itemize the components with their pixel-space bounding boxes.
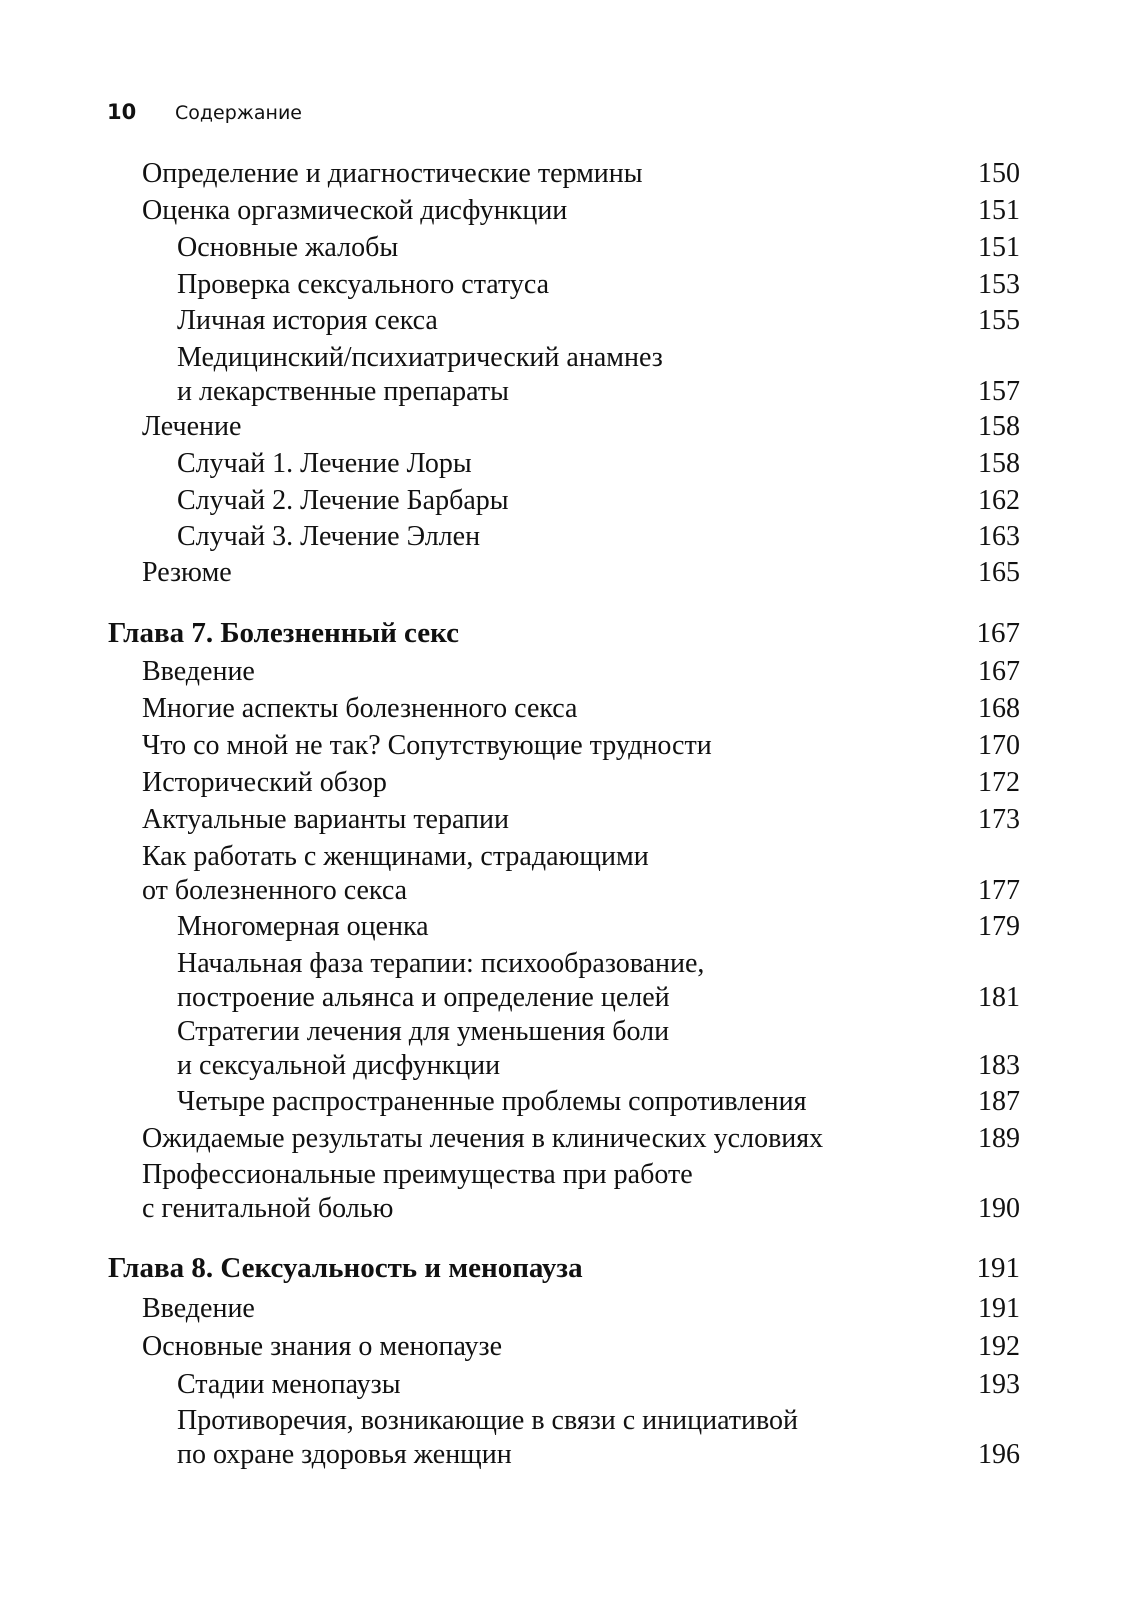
toc-entry-title: Ожидаемые результаты лечения в клинических условиях	[142, 1123, 824, 1154]
toc-entry-title: Личная история секса	[177, 305, 438, 336]
toc-entry-page: 163	[978, 521, 1020, 552]
toc-entry-title: Основные жалобы	[177, 232, 399, 263]
toc-entry-title: Случай 3. Лечение Эллен	[177, 521, 481, 552]
toc-entry-page: 170	[978, 730, 1020, 761]
toc-entry-title: Стадии менопаузы	[177, 1369, 401, 1400]
toc-entry-title: Проверка сексуального статуса	[177, 269, 550, 300]
toc-entry-page: 157	[978, 376, 1020, 407]
toc-entry-title: Многие аспекты болезненного секса	[142, 693, 578, 724]
toc-entry-page: 192	[978, 1331, 1020, 1362]
running-title: Содержание	[175, 102, 302, 124]
toc-entry-title: Резюме	[142, 557, 232, 588]
toc-entry-title: Многомерная оценка	[177, 911, 429, 942]
toc-entry-page: 162	[978, 485, 1020, 516]
toc-entry-page: 183	[978, 1050, 1020, 1081]
toc-entry-page: 187	[978, 1086, 1020, 1117]
toc-entry-title: Что со мной не так? Сопутствующие трудности	[142, 730, 712, 761]
toc-entry-page: 179	[978, 911, 1020, 942]
toc-entry-page: 196	[978, 1439, 1020, 1470]
toc-entry-page: 173	[978, 804, 1020, 835]
toc-entry-title: Основные знания о менопаузе	[142, 1331, 503, 1362]
toc-entry-title: Введение	[142, 656, 255, 687]
toc-entry-title: Определение и диагностические термины	[142, 158, 643, 189]
toc-entry-title: Профессиональные преимущества при работе с генитальной болью	[142, 1159, 693, 1224]
toc-entry-page: 150	[978, 158, 1020, 189]
toc-entry-page: 155	[978, 305, 1020, 336]
toc-entry-title: Случай 2. Лечение Барбары	[177, 485, 509, 516]
toc-entry-title: Стратегии лечения для уменьшения боли и сексуальной дисфункции	[177, 1016, 670, 1081]
toc-entry-page: 189	[978, 1123, 1020, 1154]
toc-entry-title: Четыре распространенные проблемы сопротивления	[177, 1086, 807, 1117]
toc-entry-page: 158	[978, 448, 1020, 479]
toc-entry-page: 167	[978, 656, 1020, 687]
toc-entry-page: 177	[978, 875, 1020, 906]
toc-entry-page: 172	[978, 767, 1020, 798]
toc-entry-title: Противоречия, возникающие в связи с инициативой по охране здоровья женщин	[177, 1405, 799, 1470]
toc-chapter-page: 167	[976, 617, 1020, 649]
toc-entry-title: Введение	[142, 1293, 255, 1324]
toc-entry-page: 190	[978, 1193, 1020, 1224]
toc-chapter-title: Глава 8. Сексуальность и менопауза	[108, 1252, 583, 1284]
toc-chapter-title: Глава 7. Болезненный секс	[108, 617, 460, 649]
toc-entry-title: Случай 1. Лечение Лоры	[177, 448, 472, 479]
toc-chapter-page: 191	[976, 1252, 1020, 1284]
toc-entry-title: Актуальные варианты терапии	[142, 804, 509, 835]
toc-entry-page: 168	[978, 693, 1020, 724]
toc-entry-page: 165	[978, 557, 1020, 588]
toc-entry-page: 153	[978, 269, 1020, 300]
page-number: 10	[107, 100, 137, 124]
toc-entry-title: Как работать с женщинами, страдающими от болезненного секса	[142, 841, 649, 906]
toc-entry-page: 151	[978, 232, 1020, 263]
toc-entry-page: 151	[978, 195, 1020, 226]
toc-entry-title: Оценка оргазмической дисфункции	[142, 195, 568, 226]
toc-entry-page: 158	[978, 411, 1020, 442]
toc-entry-page: 181	[978, 982, 1020, 1013]
toc-entry-page: 191	[978, 1293, 1020, 1324]
toc-entry-title: Медицинский/психиатрический анамнез и лекарственные препараты	[177, 342, 663, 407]
toc-entry-title: Лечение	[142, 411, 242, 442]
toc-entry-title: Начальная фаза терапии: психообразование, построение альянса и определение целей	[177, 948, 705, 1013]
toc-entry-page: 193	[978, 1369, 1020, 1400]
toc-entry-title: Исторический обзор	[142, 767, 387, 798]
